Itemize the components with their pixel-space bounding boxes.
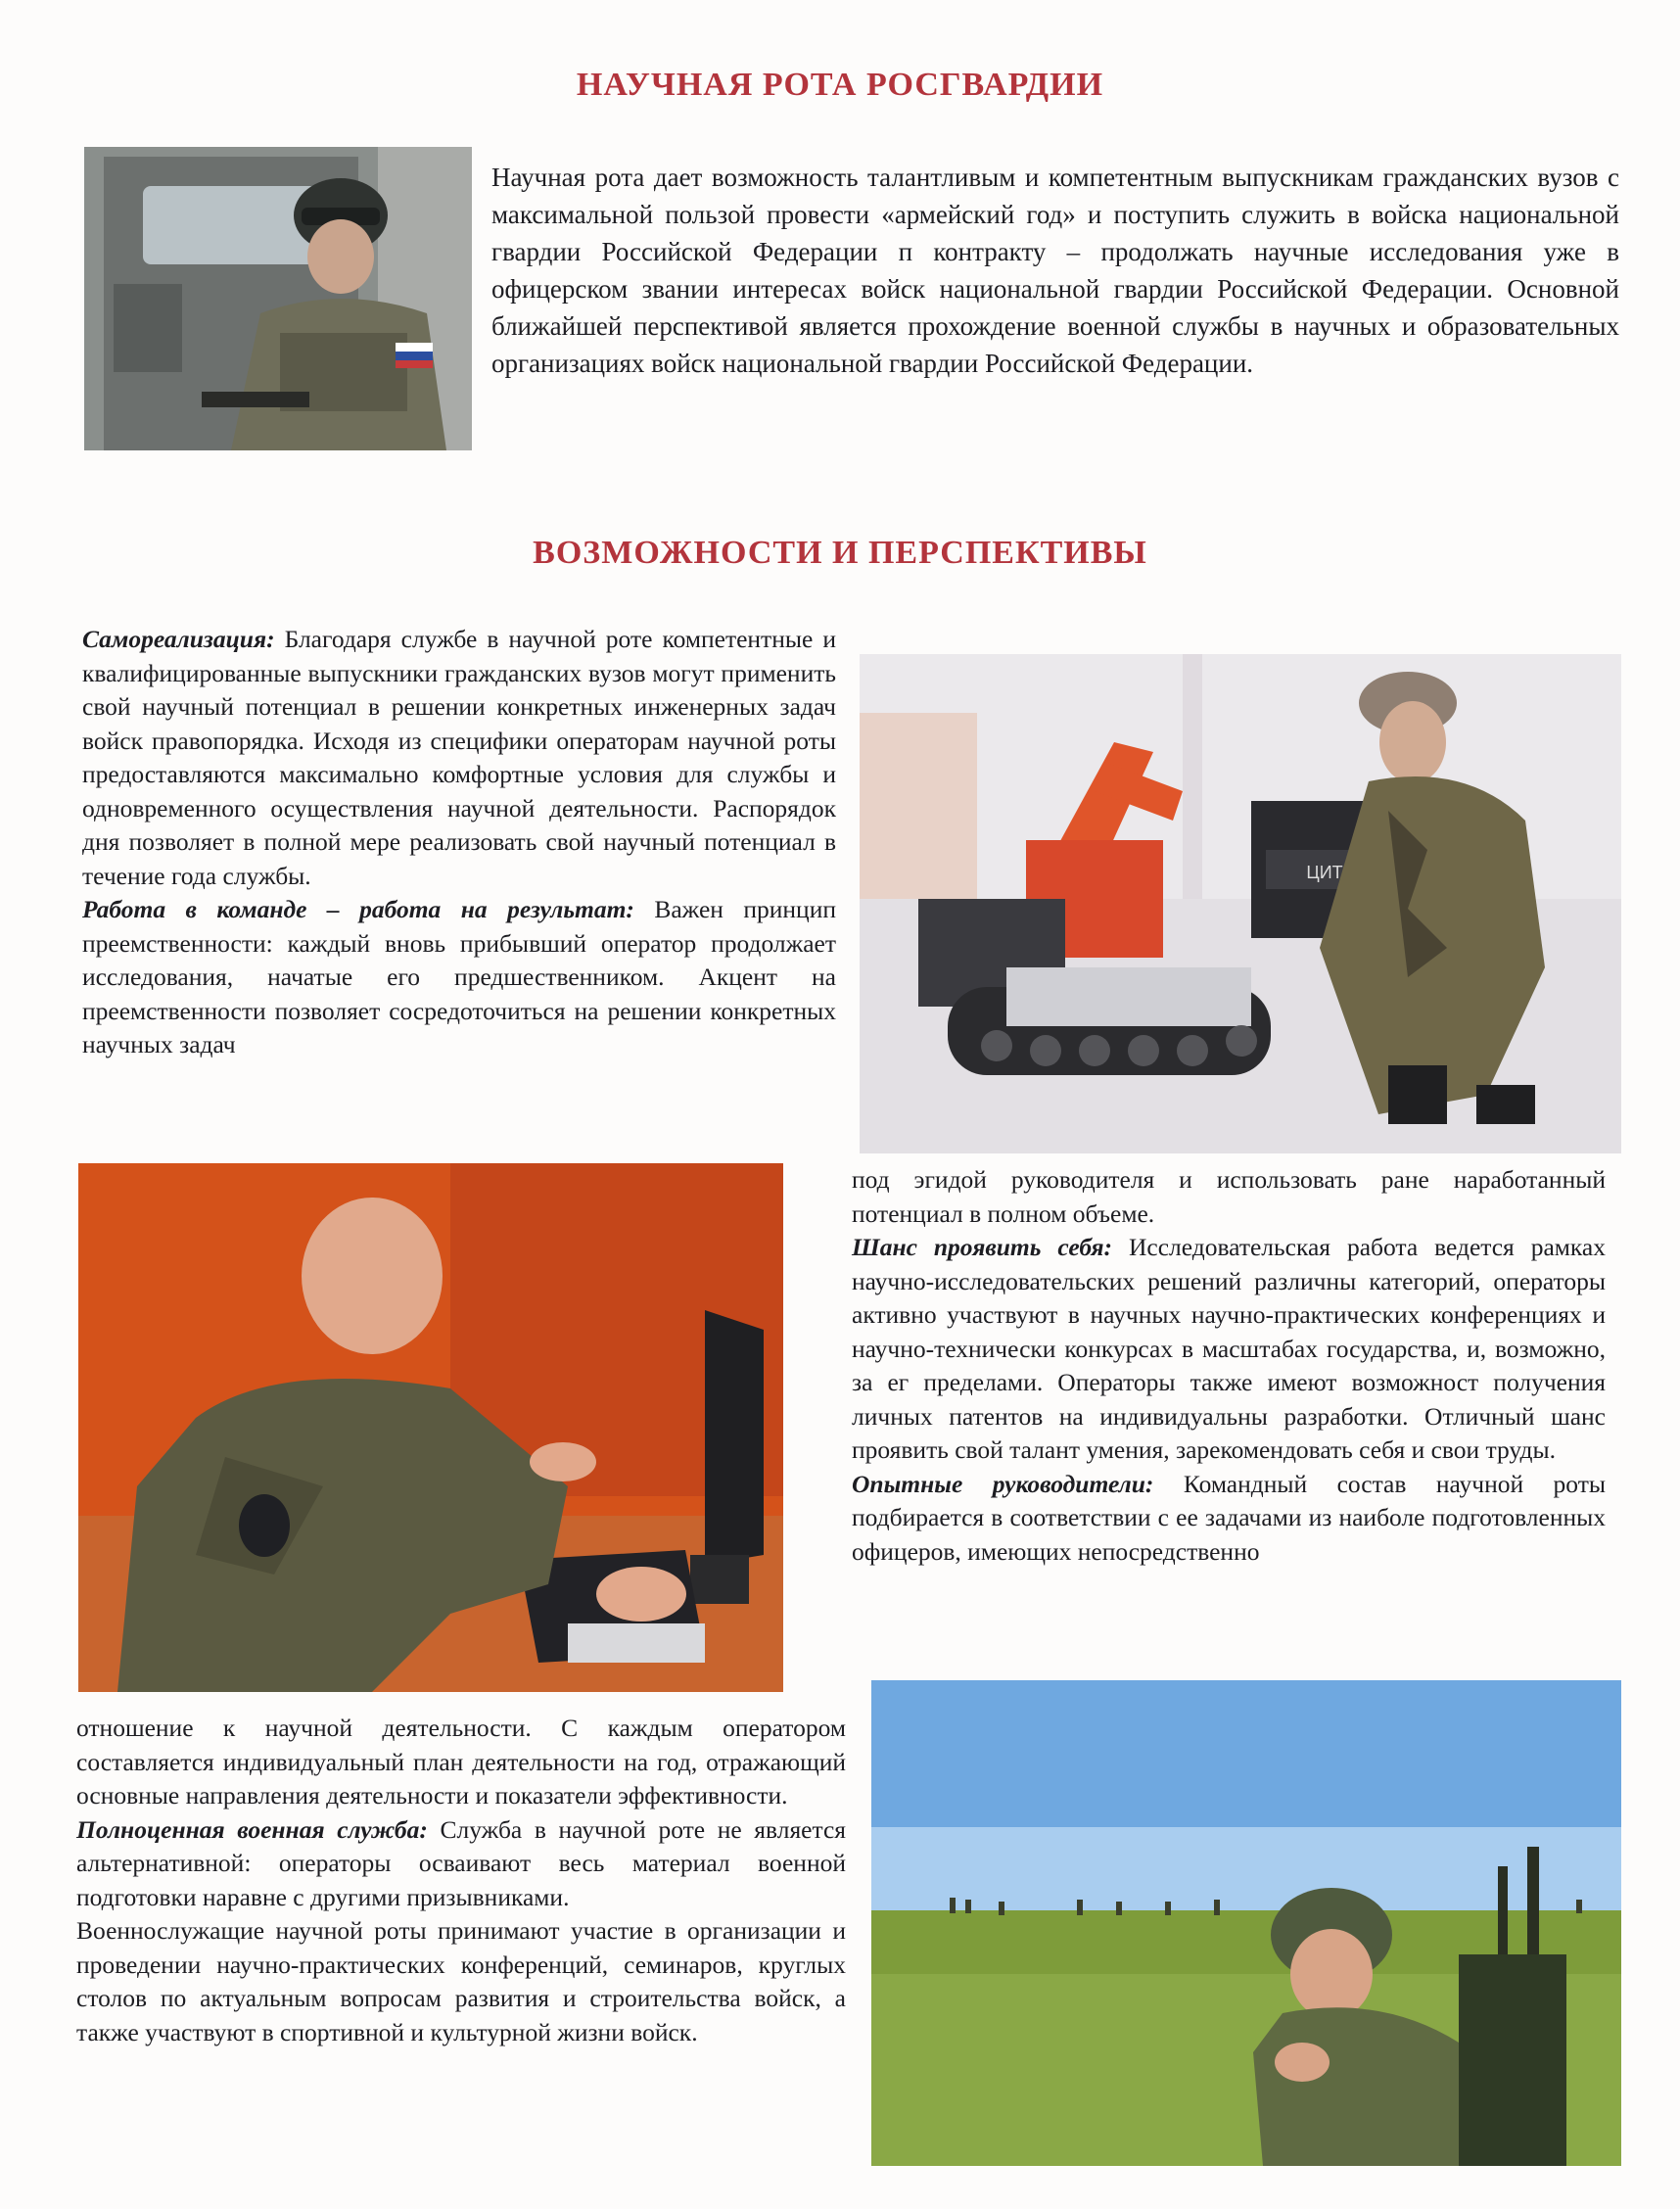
paragraph-teamwork xyxy=(82,893,836,1062)
paragraph-chance xyxy=(852,1231,1606,1468)
text-chance: Исследовательская работа ведется рамках научно-исследовательских решений различны категорий, операторы активно участвуют в научных научно-практических конференциях и научно-технически конкурсах в масштабах государства, и, возможно, за ег пределами. Операторы также имеют возможност получения личных патентов на индивидуальны разработки. Отличный шанс проявить свой талант умения, зарекомендовать себя и свои труды. xyxy=(852,1233,1606,1464)
robot-photo xyxy=(860,654,1621,1153)
label-chance: Шанс проявить себя: xyxy=(852,1233,1113,1261)
soldier-photo xyxy=(84,147,472,450)
computer-photo xyxy=(78,1163,783,1692)
left-column-bottom xyxy=(76,1712,846,2049)
paragraph-leaders xyxy=(852,1468,1606,1570)
section-title: ВОЗМОЖНОСТИ И ПЕРСПЕКТИВЫ xyxy=(533,535,1147,571)
text-military-service: Служба в научной роте не является альтернативной: операторы осваивают весь материал военной подготовки наравне с другими призывниками. xyxy=(76,1814,846,1911)
laptop-label: ЦИТ xyxy=(1306,863,1343,882)
page-title: НАУЧНАЯ РОТА РОСГВАРДИИ xyxy=(576,67,1104,103)
paragraph-self-realization xyxy=(82,623,836,893)
text-self-realization: Благодаря службе в научной роте компетентные и квалифицированные выпускники гражданских вузов могут применить свой научный потенциал в решении конкретных инженерных задач войск правопорядка. Исходя из специфики операторам научной роты предоставляются максимально комфортные условия для службы и одновременного осуществления научной деятельности. Распорядок дня позволяет в полной мере реализовать свой научный потенциал в течение года службы. xyxy=(82,625,836,890)
label-teamwork: Работа в команде – работа на результат: xyxy=(82,895,634,923)
label-self-realization: Самореализация: xyxy=(82,625,275,653)
label-military-service: Полноценная военная служба: xyxy=(76,1814,428,1844)
paragraph-military-service xyxy=(76,1813,846,1915)
paragraph-teamwork-cont: под эгидой руководителя и использовать ране наработанный потенциал в полном объеме. xyxy=(852,1165,1606,1228)
label-leaders: Опытные руководители: xyxy=(852,1469,1154,1498)
text-teamwork: Важен принцип преемственности: каждый вновь прибывший оператор продолжает исследования, начатые его предшественником. Акцент на преемственности позволяет сосредоточиться на решении конкретных научных задач xyxy=(82,895,836,1058)
intro-paragraph: Научная рота дает возможность талантливым и компетентным выпускникам гражданских вузов с максимальной пользой провести «армейский год» и поступить служить в войска национальной гвардии Российской Федерации п контракту – продолжать научные исследования уже в офицерском звании интересах войск национальной гвардии Российской Федерации. Основной ближайшей перспективой является прохождение военной службы в научных и образовательных организациях войск национальной гвардии Российской Федерации. xyxy=(491,163,1619,378)
left-column-top xyxy=(82,623,836,1062)
paragraph-leaders-cont: отношение к научной деятельности. С каждым оператором составляется индивидуальный план деятельности на год, отражающий основные направления деятельности и показатели эффективности. xyxy=(76,1714,846,1810)
paragraph-participation: Военнослужащие научной роты принимают участие в организации и проведении научно-практических конференций, семинаров, круглых столов по актуальным вопросам развития и строительства войск, а также участвуют в спортивной и культурной жизни войск. xyxy=(76,1916,846,2046)
right-column-mid xyxy=(852,1163,1606,1569)
field-photo xyxy=(871,1680,1621,2166)
text-leaders: Командный состав научной роты подбирается в соответствии с ее задачами из наиболе подготовленных офицеров, имеющих непосредственно xyxy=(852,1469,1606,1566)
